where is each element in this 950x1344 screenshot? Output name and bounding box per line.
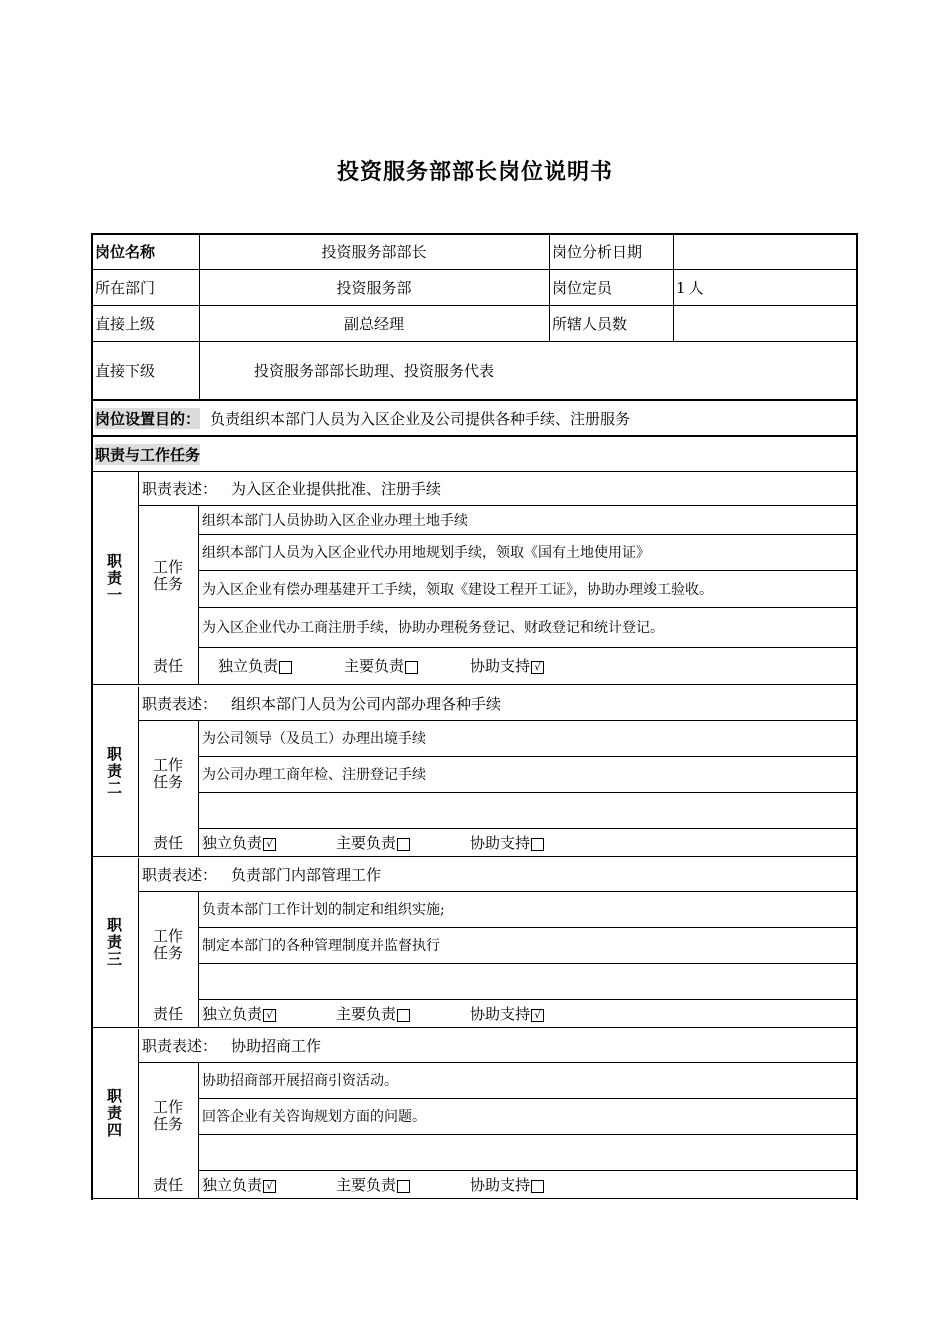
responsibility-independent-checkbox[interactable] [279,661,292,674]
duty-label-cell [91,687,138,856]
post-name-label: 岗位名称 [95,242,156,261]
task-row: 为入区企业有偿办理基建开工手续，领取《建设工程开工证》，协助办理竣工验收。 [202,581,713,598]
responsibility-main-checkbox[interactable] [397,838,410,851]
task-row: 回答企业有关咨询规划方面的问题。 [202,1109,426,1125]
task-row [202,792,856,828]
responsibility-main-checkbox[interactable] [405,661,418,674]
analysis-date-label: 岗位分析日期 [552,242,643,261]
task-label [153,559,183,593]
duty-label: 职责二 [105,746,123,797]
rule-line [91,856,858,857]
task-label-line: 工作 [152,1098,183,1116]
duty-description-prefix: 职责表述： [142,866,218,884]
task-row: 制定本部门的各种管理制度并监督执行 [202,938,440,954]
responsibility-options [202,1170,838,1198]
responsibility-label: 责任 [152,1004,183,1023]
task-label-line: 任务 [152,944,183,962]
rule-line [198,891,199,1027]
duty-description-row [142,687,856,720]
task-row [202,1134,856,1170]
rule-line [856,233,858,1200]
rule-line [91,1198,858,1199]
responsibility-options [218,647,854,684]
task-row: 为公司办理工商年检、注册登记手续 [202,767,426,783]
responsibility-label: 责任 [152,1175,183,1194]
purpose-row [95,401,855,435]
task-row: 组织本部门人员协助入区企业办理土地手续 [202,512,468,529]
rule-line [198,570,858,571]
responsibility-main-checkbox[interactable] [397,1180,410,1193]
rule-line [198,963,858,964]
responsibility-assist-checkbox[interactable] [531,1180,544,1193]
responsibility-independent-checkbox[interactable]: √ [263,838,276,851]
duty-label-cell [91,858,138,1027]
purpose-text: 负责组织本部门人员为入区企业及公司提供各种手续、注册服务 [210,409,631,428]
headcount-label: 岗位定员 [552,278,613,297]
rule-line [91,1027,858,1028]
task-row: 组织本部门人员为入区企业代办用地规划手续，领取《国有土地使用证》 [202,545,650,561]
rule-line [198,927,858,928]
rule-line [138,891,858,892]
task-row [202,963,856,999]
duty-description: 负责部门内部管理工作 [231,866,382,884]
task-label-cell [138,891,198,999]
responsibility-label: 责任 [152,833,183,852]
responsibility-assist-label: 协助支持 [470,1004,531,1023]
rule-line [198,999,858,1000]
task-label-line: 任务 [152,773,183,791]
duty-label: 职责三 [105,917,123,968]
responsibility-independent-label: 独立负责 [202,833,263,852]
task-row: 协助招商部开展招商引资活动。 [202,1073,398,1089]
rule-line [91,684,858,685]
analysis-date-value [676,233,856,269]
superior-label: 直接上级 [95,314,156,333]
rule-line [138,1029,139,1198]
job-description-table [91,233,858,1200]
duties-heading: 职责与工作任务 [95,445,201,464]
rule-line [198,792,858,793]
rule-line [198,1134,858,1135]
responsibility-assist-label: 协助支持 [470,833,531,852]
task-label-cell [138,1062,198,1170]
rule-line [198,1098,858,1099]
responsibility-independent-checkbox[interactable]: √ [263,1180,276,1193]
task-label-line: 工作 [152,927,183,945]
purpose-label: 岗位设置目的： [95,409,201,428]
rule-line [199,233,200,399]
duty-label: 职责四 [105,1088,123,1139]
subordinate-count-value [676,305,856,341]
task-row: 负责本部门工作计划的制定和组织实施; [202,902,445,918]
rule-line [198,647,858,648]
headcount-value: 1人 [676,278,707,297]
subordinate-label: 直接下级 [95,361,156,380]
task-label [153,1099,183,1133]
rule-line [91,399,858,401]
rule-line [198,505,199,684]
task-label-line: 工作 [152,756,183,774]
duty-description: 组织本部门人员为公司内部办理各种手续 [231,695,502,713]
duty-description-prefix: 职责表述： [142,695,218,713]
responsibility-independent-label: 独立负责 [218,657,279,675]
responsibility-options [202,999,838,1027]
rule-line [91,233,858,235]
rule-line [198,720,199,856]
rule-line [549,233,550,341]
dept-value: 投资服务部 [336,278,412,297]
rule-line [138,472,139,684]
duty-label-cell [91,472,138,684]
rule-line [91,341,858,342]
rule-line [198,828,858,829]
task-row: 为入区企业代办工商注册手续，协助办理税务登记、财政登记和统计登记。 [202,620,664,636]
rule-line [91,305,858,306]
rule-line [138,720,858,721]
responsibility-independent-label: 独立负责 [202,1004,263,1023]
responsibility-main-label: 主要负责 [344,657,405,675]
post-name-value: 投资服务部部长 [321,242,427,261]
responsibility-main-checkbox[interactable] [397,1009,410,1022]
dept-label: 所在部门 [95,278,156,297]
task-label [153,928,183,962]
rule-line [91,435,858,437]
rule-line [138,858,139,1027]
task-label [153,757,183,791]
subordinate-value: 投资服务部部长助理、投资服务代表 [253,361,494,380]
page-title: 投资服务部部长岗位说明书 [336,160,613,185]
task-label-line: 工作 [152,558,183,576]
task-label-line: 任务 [152,1115,183,1133]
responsibility-main-label: 主要负责 [336,1004,397,1023]
responsibility-independent-checkbox[interactable]: √ [263,1009,276,1022]
superior-value: 副总经理 [343,314,404,333]
duty-description-prefix: 职责表述： [142,480,218,498]
rule-line [198,607,858,608]
responsibility-label: 责任 [152,657,183,675]
duty-description-row [142,1029,856,1062]
duty-description: 为入区企业提供批准、注册手续 [231,480,442,498]
duty-description-prefix: 职责表述： [142,1037,218,1055]
task-label-line: 任务 [152,575,183,593]
task-row: 为公司领导（及员工）办理出境手续 [202,731,426,747]
responsibility-options [202,828,838,856]
responsibility-assist-checkbox[interactable] [531,838,544,851]
responsibility-assist-label: 协助支持 [470,1175,531,1194]
duty-description-row [142,472,856,505]
rule-line [91,233,93,1200]
responsibility-independent-label: 独立负责 [202,1175,263,1194]
rule-line [91,269,858,270]
responsibility-main-label: 主要负责 [336,833,397,852]
rule-line [198,756,858,757]
rule-line [138,505,858,506]
rule-line [673,233,674,341]
duty-label: 职责一 [105,552,123,604]
duty-description-row [142,858,856,891]
duties-heading-row [95,437,855,471]
responsibility-main-label: 主要负责 [336,1175,397,1194]
responsibility-assist-label: 协助支持 [470,657,531,675]
rule-line [198,534,858,535]
duty-description: 协助招商工作 [231,1037,322,1055]
duty-label-cell [91,1029,138,1198]
task-label-cell [138,720,198,828]
rule-line [198,1062,199,1198]
rule-line [91,471,858,472]
rule-line [198,1170,858,1171]
rule-line [138,687,139,856]
task-label-cell [138,505,198,647]
responsibility-assist-checkbox[interactable]: √ [531,1009,544,1022]
responsibility-assist-checkbox[interactable]: √ [531,661,544,674]
rule-line [138,1062,858,1063]
subordinate-count-label: 所辖人员数 [552,314,628,333]
